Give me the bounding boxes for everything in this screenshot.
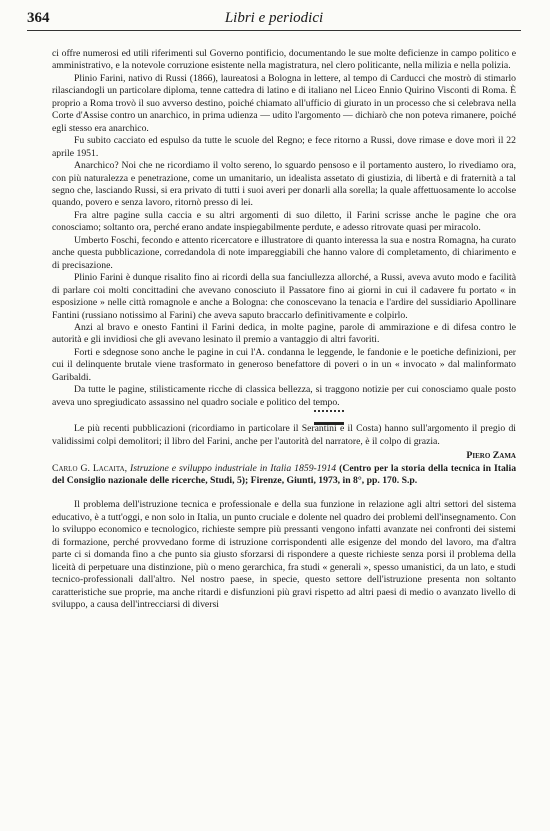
paragraph: Il problema dell'istruzione tecnica e professionale e della sua funzione in relazione agli altri settori del sistema educativo, è a tutt'oggi, e non solo in Italia, un punto cruciale e dolente nel quadro dei problemi dell'insegnamento. Con lo sviluppo economico e tecnologico, richieste sempre più pressanti vengono infatti avanzate nei confronti dei sistemi di formazione, perché provvedano forme di istruzione corrispondenti alle esigenze del mondo del lavoro, ma d'altra parte ci si domanda fino a che punto sia giusto sforzarsi di rispondere a queste richieste senza porsi il problema della liceità di perpetuare una distinzione, più o meno gerarchica, fra studi « generali », spesso umanistici, da un lato, e studi tecnico-professionali dall'altro. Nel nostro paese, in specie, questo settore dell'istruzione presenta non soltanto caratteristiche sue proprie, ma anche ritardi e disfunzioni più gravi rispetto ad altri paesi di medio o avanzato livello di sviluppo, a causa dell'intrecciarsi di diversi xyxy=(52,499,516,611)
paragraph: Umberto Foschi, fecondo e attento ricercatore e illustratore di quanto interessa la sua e nostra Romagna, ha curato anche questa pubblicazione, corredandola di note impareggiabili che hanno valore di completamento, di chiarimento e di precisazione. xyxy=(52,234,516,271)
paragraph: Fra altre pagine sulla caccia e su altri argomenti di suo diletto, il Farini scrisse anche le pagine che ora conosciamo; soltanto ora, perché erano andate inspiegabilmente perdute, e adesso ritrovate quasi per miracolo. xyxy=(52,209,516,234)
review-book-details: (Centro per la storia della tecnica in Italia del Consiglio nazionale delle ricerche, Studi, 5); Firenze, Giunti, 1973, in 8°, pp. 170. S.p. xyxy=(52,462,517,486)
paragraph: Le più recenti pubblicazioni (ricordiamo in particolare il Serantini e il Costa) hanno sull'argomento il pregio di validissimi colpi demolitori; il libro del Farini, anche per l'autorità del narratore, è il colpo di grazia. xyxy=(52,423,516,447)
review-signature: Piero Zama xyxy=(466,450,516,462)
review-book-title: Istruzione e sviluppo industriale in Italia 1859-1914 xyxy=(130,462,337,474)
ink-smear-mark xyxy=(314,410,344,425)
paragraph: Plinio Farini è dunque risalito fino ai ricordi della sua fanciullezza allorché, a Russi, aveva avuto modo e facilità di parlare coi molti concittadini che avevano conosciuto il Passatore fino ai giorni in cui il cadavere fu portato « in esposizione » nelle città romagnole e anche a Bologna: che conoscevano la tenacia e l'ardire del sussidiario Apollinare Fantini (russiano notissimo al Farini) che aveva saputo braccarlo definitivamente e colpirlo. xyxy=(52,272,516,321)
paragraph: Anzi al bravo e onesto Fantini il Farini dedica, in molte pagine, parole di ammirazione e di difesa contro le autorità e gli invidiosi che gli avevano lesinato il premio a vantaggio di altri favoriti. xyxy=(52,321,516,346)
ink-smear xyxy=(52,409,516,423)
review-author: Carlo G. Lacaita, xyxy=(52,462,128,474)
paragraph: Anarchico? Noi che ne ricordiamo il volto sereno, lo sguardo pensoso e il portamento austero, lo rivediamo ora, con più naturalezza e penetrazione, come un umanitario, un idealista assetato di giustizia, di libertà e di fraternità a tal segno che, lasciando Russi, si era privato di tutti i suoi averi per donarli alla sorella; la quale affettuosamente lo accolse quando, povero e senza lavoro, ritornò presso di lei. xyxy=(52,160,516,209)
paragraph: ci offre numerosi ed utili riferimenti sul Governo pontificio, documentando le sue molte deficienze in campo politico e amministrativo, e la notevole corruzione esistente nella magistratura, nel clero politicante, nella milizia e nella polizia. xyxy=(52,48,516,72)
page-number: 364 xyxy=(27,10,50,26)
paragraph: Da tutte le pagine, stilisticamente ricche di classica bellezza, si traggono notizie per cui conosciamo quale posto aveva uno spregiudicato assassino nel quadro sociale e politico del tempo. xyxy=(52,384,516,408)
paragraph: Plinio Farini, nativo di Russi (1866), laureatosi a Bologna in lettere, al tempo di Carducci che mostrò di stimarlo rilasciandogli un particolare diploma, tenne cattedra di latino e di italiano nel Liceo Ennio Quirino Visconti di Roma. È proprio a Roma trovò il suo avverso destino, poiché chiamato all'ufficio di giurato in un processo che si celebrava nella Corte d'Assise contro un anarchico, in prima udienza — udito l'argomento — dichiarò che non poteva rimanere, poiché egli stesso era anarchico. xyxy=(52,72,516,134)
body-text xyxy=(52,48,516,611)
paragraph: Forti e sdegnose sono anche le pagine in cui l'A. condanna le leggende, le fandonie e le poetiche definizioni, per cui il delinquente brutale viene trasformato in generoso benefattore di poveri o in un « invocato » dal malinformato Garibaldi. xyxy=(52,346,516,383)
spacer xyxy=(52,487,516,499)
review-heading xyxy=(52,463,516,488)
page-header xyxy=(27,10,521,31)
running-head: Libri e periodici xyxy=(224,10,324,26)
paragraph: Fu subito cacciato ed espulso da tutte le scuole del Regno; e fece ritorno a Russi, dove rimase e dove morì il 22 aprile 1951. xyxy=(52,135,516,159)
